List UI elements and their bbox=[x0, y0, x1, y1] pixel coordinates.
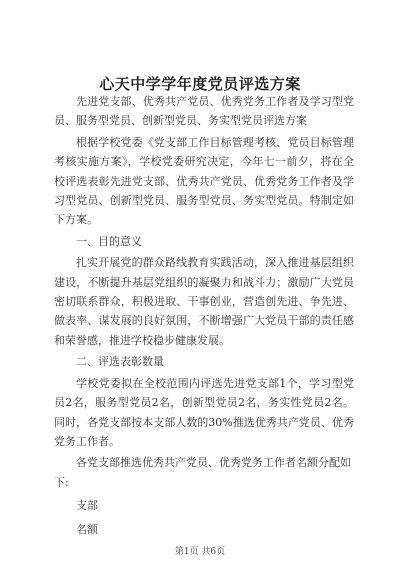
document-body bbox=[54, 92, 354, 543]
intro-paragraph: 先进党支部、优秀共产党员、优秀党务工作者及学习型党员、服务型党员、创新型党员、务实型党员评选方案 bbox=[54, 95, 354, 128]
quantity-paragraph: 学校党委拟在全校范围内评选先进党支部1个，学习型党员2名，服务型党员2名，创新型党员2名，务实性党员2名。同时，各党支部按本支部人数的30%推选优秀共产党员、优秀党务工作者。 bbox=[54, 376, 354, 448]
document-title: 心天中学学年度党员评选方案 bbox=[99, 75, 301, 93]
section-heading-quantity: 二、评选表彰数量 bbox=[76, 355, 164, 369]
section-heading-purpose: 一、目的意义 bbox=[76, 234, 142, 248]
purpose-paragraph: 扎实开展党的群众路线教育实践活动，深入推进基层组织建设，不断提升基层党组织的凝聚力和战斗力；激励广大党员密切联系群众，积极进取、干事创业，营造创先进、争先进、做表率、谋发展的良好氛围，不断增强广大党员干部的责任感和荣誉感，推进学校稳步健康发展。 bbox=[54, 256, 354, 347]
basis-paragraph: 根据学校党委《党支部工作目标管理考核、党员目标管理考核实施方案》，学校党委研究决定，今年七一前夕，将在全校评选表彰先进党支部、优秀共产党员、优秀党务工作者及学习型党员、创新型党员、服务型党员、务实型党员。特制定如下方案。 bbox=[54, 135, 354, 227]
allocation-paragraph: 各党支部推选优秀共产党员、优秀党务工作者名额分配如下: bbox=[54, 456, 351, 489]
quota-label: 名额 bbox=[76, 522, 98, 536]
branch-label: 支部 bbox=[76, 499, 98, 513]
page-number: 第1页 共6页 bbox=[174, 547, 226, 557]
